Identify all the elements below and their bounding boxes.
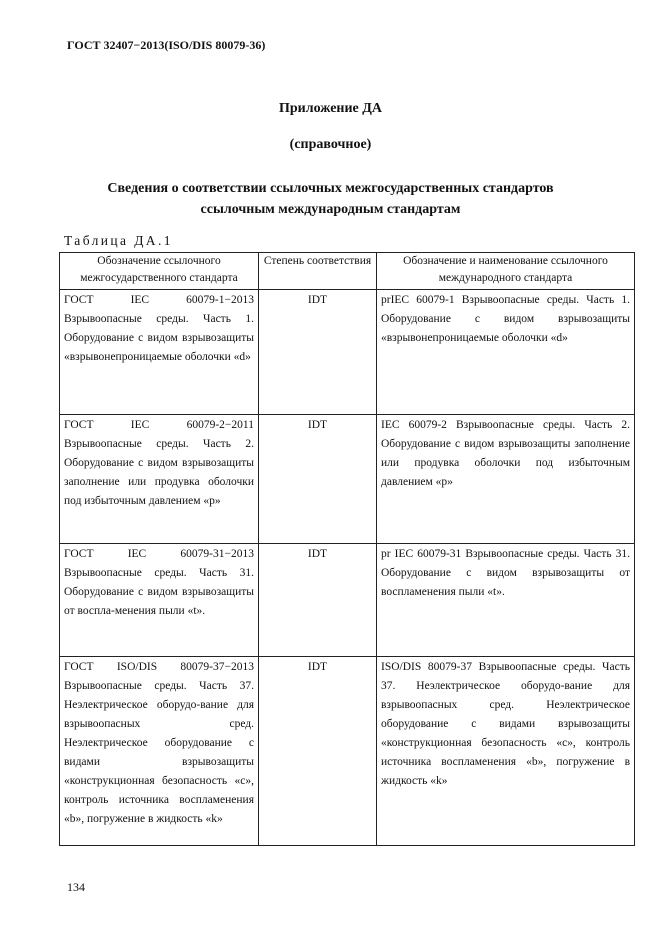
cell-international-standard: pr IEC 60079-31 Взрывоопасные среды. Часть 31. Оборудование с видом взрывозащиты от воспламенения пыли «t». xyxy=(377,544,635,657)
appendix-subtitle: (справочное) xyxy=(289,137,372,152)
document-code-header: ГОСТ 32407−2013(ISO/DIS 80079-36) xyxy=(67,38,266,52)
cell-international-standard: ISO/DIS 80079-37 Взрывоопасные среды. Часть 37. Неэлектрическое оборудо-вание для взрывоопасных сред. Неэлектрическое оборудование с видами взрывозащиты «конструкционная безопасность «с», контроль источника воспламенения «b», погружение в жидкость «k» xyxy=(377,657,635,846)
column-header-degree: Степень соответствия xyxy=(259,253,377,290)
cell-degree: IDT xyxy=(259,415,377,544)
column-header-interstate: Обозначение ссылочного межгосударственного стандарта xyxy=(60,253,259,290)
cell-degree: IDT xyxy=(259,290,377,415)
appendix-heading-line-1: Сведения о соответствии ссылочных межгосударственных стандартов xyxy=(107,181,554,196)
table-row xyxy=(60,544,635,657)
table-row xyxy=(60,657,635,846)
table-row xyxy=(60,415,635,544)
cell-interstate-standard: ГОСТ IEC 60079-1−2013 Взрывоопасные среды. Часть 1. Оборудование с видом взрывозащиты «взрывонепроницаемые оболочки «d» xyxy=(60,290,259,415)
appendix-heading xyxy=(0,178,661,220)
cell-interstate-standard: ГОСТ IEC 60079-2−2011 Взрывоопасные среды. Часть 2. Оборудование с видом взрывозащиты заполнение или продувка оболочки под избыточным давлением «р» xyxy=(60,415,259,544)
table-row xyxy=(60,290,635,415)
cell-degree: IDT xyxy=(259,657,377,846)
appendix-title: Приложение ДА xyxy=(278,101,383,116)
column-header-international: Обозначение и наименование ссылочного международного стандарта xyxy=(377,253,635,290)
cell-degree: IDT xyxy=(259,544,377,657)
cell-international-standard: IEC 60079-2 Взрывоопасные среды. Часть 2. Оборудование с видом взрывозащиты заполнение или продувка оболочки под избыточным давлением «р» xyxy=(377,415,635,544)
correspondence-table xyxy=(59,252,635,846)
table-header-row xyxy=(60,253,635,290)
cell-international-standard: prIEC 60079-1 Взрывоопасные среды. Часть 1. Оборудование с видом взрывозащиты «взрывонепроницаемые оболочки «d» xyxy=(377,290,635,415)
cell-interstate-standard: ГОСТ ISO/DIS 80079-37−2013 Взрывоопасные среды. Часть 37. Неэлектрическое оборудо-вание для взрывоопасных сред. Неэлектрическое оборудование с видами взрывозащиты «конструкционная безопасность «с», контроль источника воспламенения «b», погружение в жидкость «k» xyxy=(60,657,259,846)
cell-interstate-standard: ГОСТ IEC 60079-31−2013 Взрывоопасные среды. Часть 31. Оборудование с видом взрывозащиты от воспла-менения пыли «t». xyxy=(60,544,259,657)
table-caption: Таблица ДА.1 xyxy=(64,233,173,248)
page-number: 134 xyxy=(67,880,85,894)
appendix-heading-line-2: ссылочным международным стандартам xyxy=(200,202,461,217)
